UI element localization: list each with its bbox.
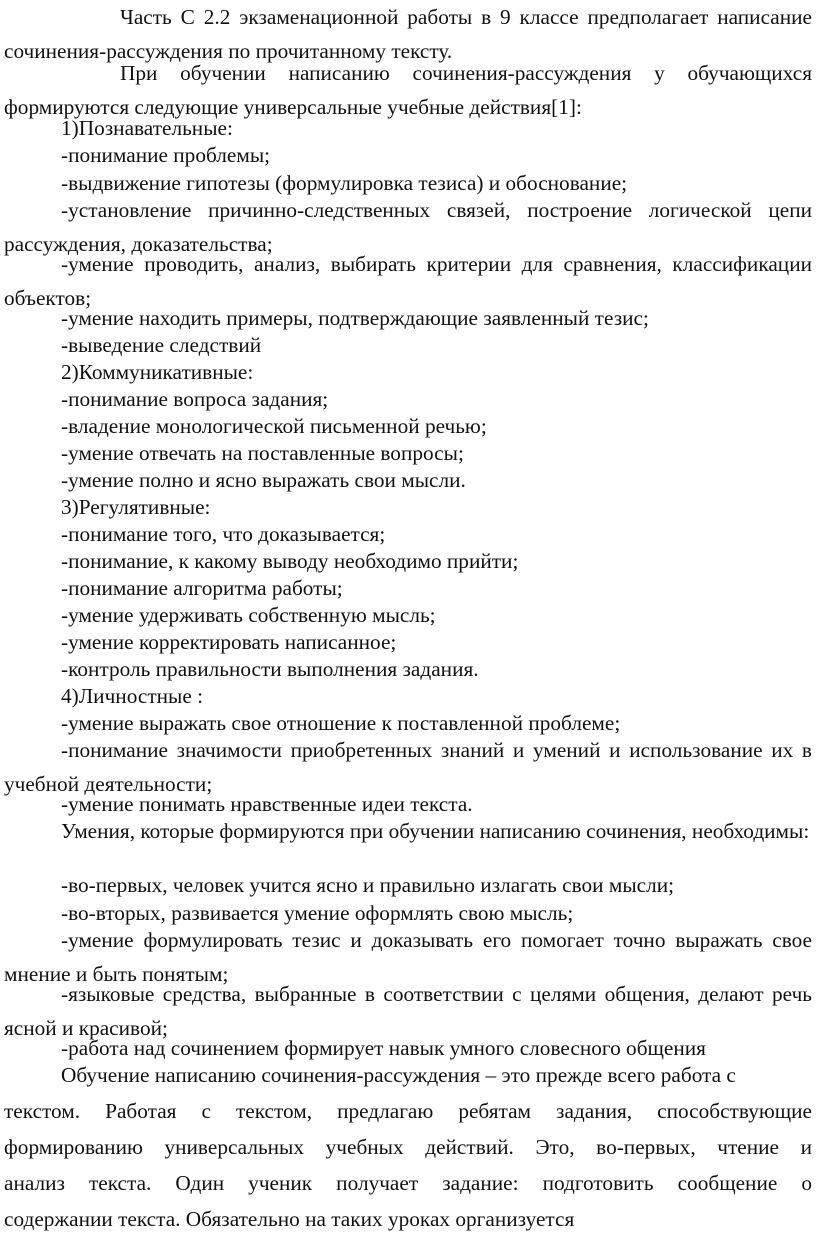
final-paragraph-line: Обучение написанию сочинения-рассуждения – это прежде всего работа с: [61, 1063, 736, 1087]
final-paragraph-line: текстом. Работая с текстом, предлагаю ребятам задания, способствующие: [4, 1099, 812, 1123]
list-item: -во-первых, человек учится ясно и правильно излагать свои мысли;: [61, 873, 675, 897]
list-item: -установление причинно-следственных связей, построение логической цепи рассуждения, доказательства;: [4, 198, 812, 256]
list-item: -владение монологической письменной речью;: [61, 414, 487, 438]
list-item: -языковые средства, выбранные в соответствии с целями общения, делают речь ясной и красивой;: [4, 982, 812, 1040]
paragraph-uud-intro: При обучении написанию сочинения-рассуждения у обучающихся формируются следующие универсальные учебные действия[1]:: [4, 61, 812, 119]
list-item: -понимание вопроса задания;: [61, 387, 329, 411]
list-item: -выведение следствий: [61, 333, 262, 357]
final-paragraph-line: содержании текста. Обязательно на таких уроках организуется: [4, 1207, 575, 1231]
section-heading-personal: 4)Личностные :: [61, 684, 204, 708]
list-item: -умение выражать свое отношение к поставленной проблеме;: [61, 711, 621, 735]
list-item: -понимание проблемы;: [61, 143, 271, 167]
final-paragraph-line: анализ текста. Один ученик получает задание: подготовить сообщение о: [4, 1171, 812, 1195]
list-item: -понимание того, что доказывается;: [61, 522, 386, 546]
list-item: -умение проводить, анализ, выбирать критерии для сравнения, классификации объектов;: [4, 252, 812, 310]
list-item: -работа над сочинением формирует навык умного словесного общения: [61, 1036, 706, 1060]
section-heading-communicative: 2)Коммуникативные:: [61, 360, 254, 384]
list-item: -умение корректировать написанное;: [61, 630, 397, 654]
list-item: -умение удерживать собственную мысль;: [61, 603, 436, 627]
list-item: -умение формулировать тезис и доказывать его помогает точно выражать свое мнение и быть понятым;: [4, 928, 812, 986]
list-item: -умение понимать нравственные идеи текста.: [61, 792, 473, 816]
list-item: -умение находить примеры, подтверждающие заявленный тезис;: [61, 306, 649, 330]
list-item: -контроль правильности выполнения задания.: [61, 657, 479, 681]
section-heading-regulatory: 3)Регулятивные:: [61, 495, 211, 519]
paragraph-skills-intro: Умения, которые формируются при обучении написанию сочинения, необходимы:: [61, 819, 810, 843]
list-item: -понимание значимости приобретенных знаний и умений и использование их в учебной деятельности;: [4, 738, 812, 796]
list-item: -понимание алгоритма работы;: [61, 576, 343, 600]
final-paragraph-line: формированию универсальных учебных действий. Это, во-первых, чтение и: [4, 1135, 812, 1159]
list-item: -умение отвечать на поставленные вопросы;: [61, 441, 464, 465]
list-item: -выдвижение гипотезы (формулировка тезиса) и обоснование;: [61, 171, 628, 195]
list-item: -во-вторых, развивается умение оформлять свою мысль;: [61, 901, 574, 925]
section-heading-cognitive: 1)Познавательные:: [61, 116, 233, 140]
paragraph-intro: Часть С 2.2 экзаменационной работы в 9 классе предполагает написание сочинения-рассуждения по прочитанному тексту.: [4, 5, 812, 63]
list-item: -понимание, к какому выводу необходимо прийти;: [61, 549, 519, 573]
list-item: -умение полно и ясно выражать свои мысли.: [61, 468, 466, 492]
